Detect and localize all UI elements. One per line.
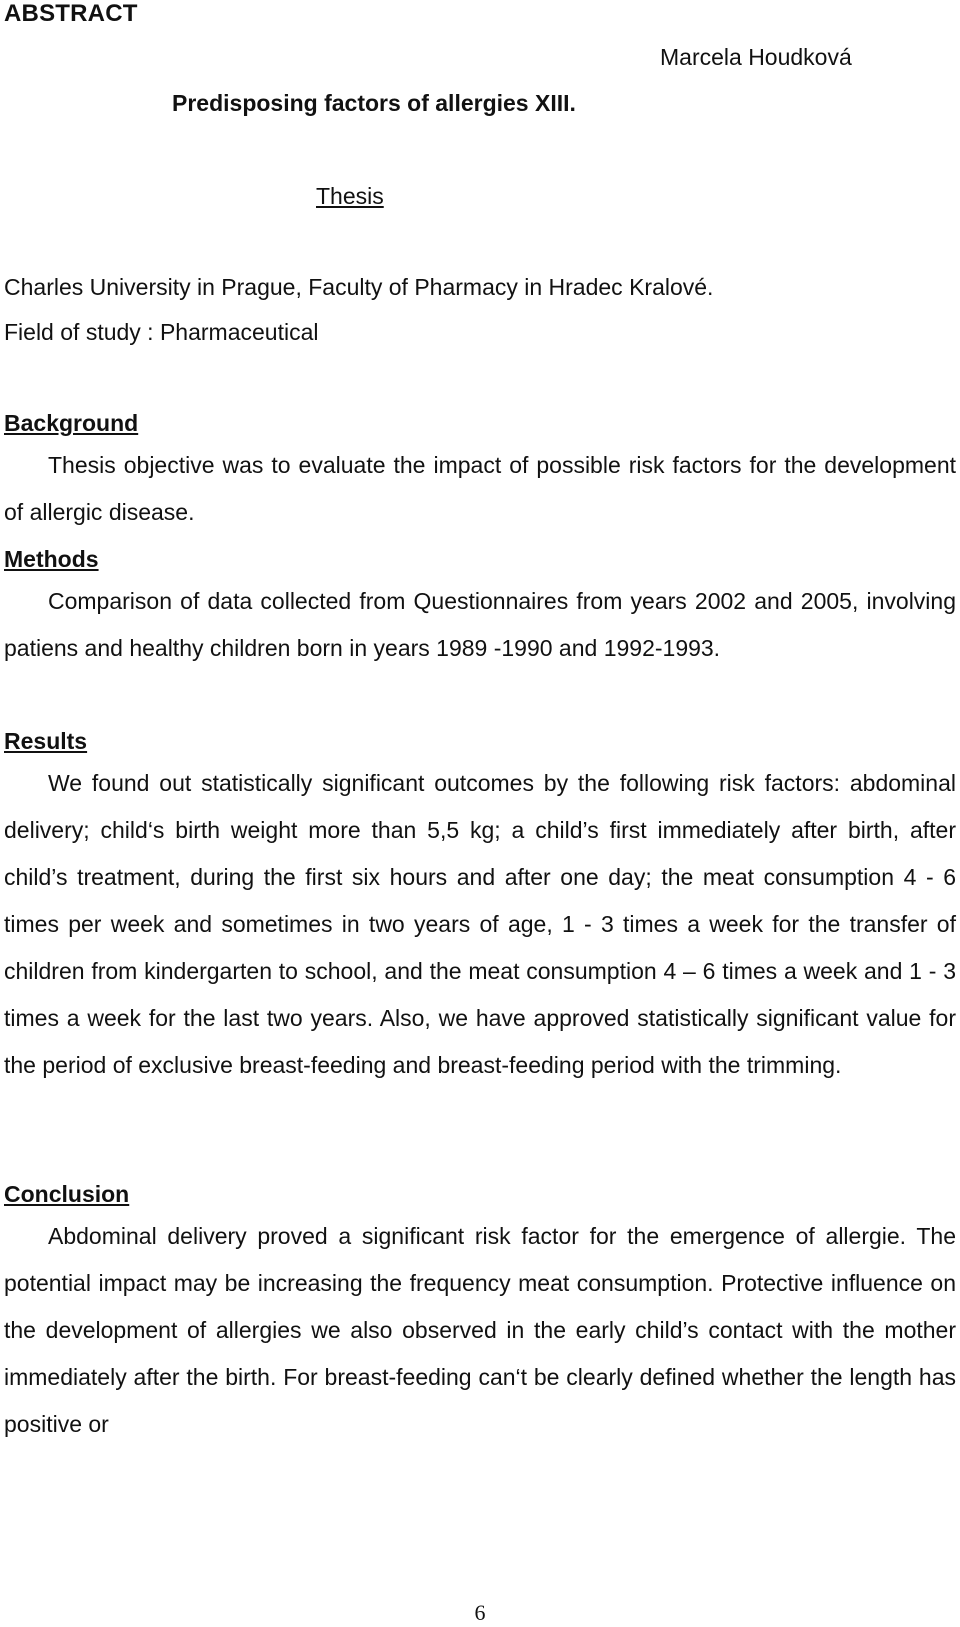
abstract-heading: ABSTRACT [4, 0, 138, 27]
methods-heading: Methods [4, 546, 99, 572]
document-type: Thesis [316, 183, 384, 209]
institution-line: Charles University in Prague, Faculty of Pharmacy in Hradec Kralové. [4, 274, 714, 300]
background-heading: Background [4, 410, 139, 436]
page-number: 6 [474, 1600, 486, 1625]
results-heading: Results [4, 728, 88, 754]
field-of-study-line: Field of study : Pharmaceutical [4, 319, 319, 345]
background-text: Thesis objective was to evaluate the impact of possible risk factors for the development of allergic disease. [4, 452, 956, 525]
results-text: We found out statistically significant outcomes by the following risk factors: abdominal delivery; child‘s birth weight more than 5,5 kg; a child’s first immediately after birth, after child’s treatment, during the first six hours and after one day; the meat consumption 4 - 6 times per week and sometimes in two years of age, 1 - 3 times a week for the transfer of children from kindergarten to school, and the meat consumption 4 – 6 times a week and 1 - 3 times a week for the last two years. Also, we have approved statistically significant value for the period of exclusive breast-feeding and breast-feeding period with the trimming. [4, 770, 956, 1078]
conclusion-text: Abdominal delivery proved a significant risk factor for the emergence of allergie. The potential impact may be increasing the frequency meat consumption. Protective influence on the development of allergies we also observed in the early child’s contact with the mother immediately after the birth. For breast-feeding can‘t be clearly defined whether the length has positive or [4, 1223, 956, 1437]
thesis-title: Predisposing factors of allergies XIII. [172, 90, 576, 116]
methods-text: Comparison of data collected from Questionnaires from years 2002 and 2005, involving patiens and healthy children born in years 1989 -1990 and 1992-1993. [4, 588, 956, 661]
conclusion-heading: Conclusion [4, 1181, 130, 1207]
author-name: Marcela Houdková [660, 44, 852, 70]
